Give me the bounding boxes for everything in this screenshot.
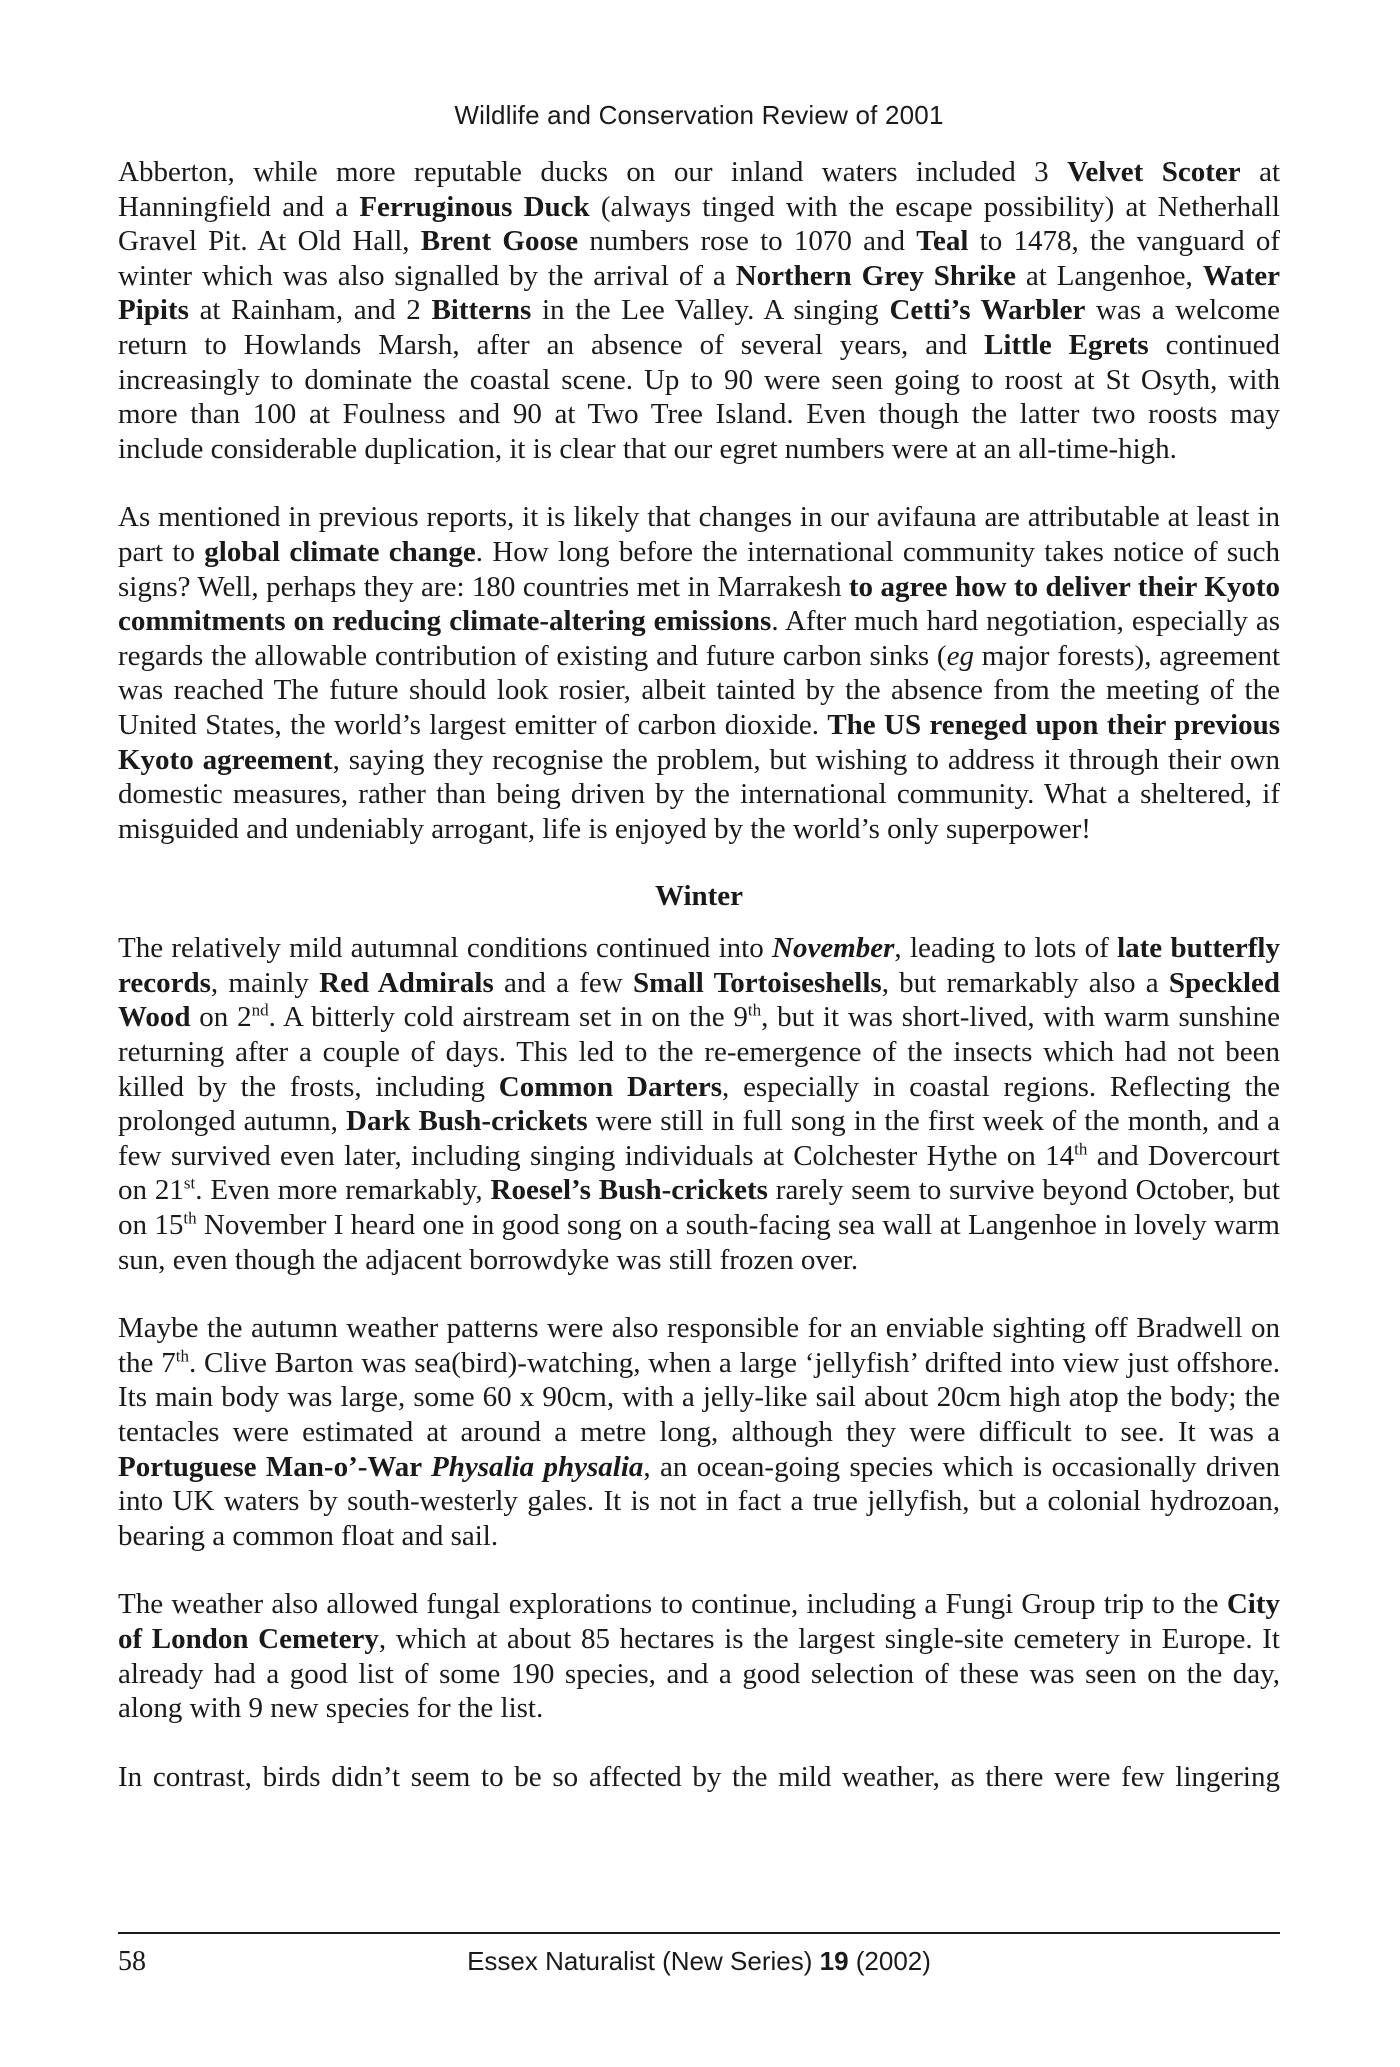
text-run: (always tinged with the escape possibility) at Netherhall Gravel Pit. At Old Hall, — [118, 190, 1280, 258]
article-body — [118, 155, 1280, 1794]
text-run: and a few — [493, 966, 633, 999]
emphasis-text: November — [772, 932, 895, 965]
emphasis-text: to agree how to deliver their Kyoto commitments on reducing climate-altering emissions — [118, 570, 1280, 638]
paragraph — [118, 500, 1280, 846]
text-run: continued increasingly to dominate the coastal scene. Up to 90 were seen going to roost at St Osyth, with more than 100 at Foulness and 90 at Two Tree Island. Even though the latter two roosts may include considerable duplication, it is clear that our egret numbers were at an all-time-high. — [118, 328, 1280, 465]
emphasis-text: Common Darters — [498, 1070, 722, 1103]
text-run: The relatively mild autumnal conditions continued into — [118, 932, 772, 965]
text-run: , an ocean-going species which is occasionally driven into UK waters by south-westerly gales. It is not in fact a true jellyfish, but a colonial hydrozoan, bearing a common float and sail. — [118, 1450, 1281, 1552]
text-run: numbers rose to 1070 and — [578, 225, 917, 258]
publication-year: (2002) — [848, 1946, 931, 1976]
emphasis-text: late butterfly records — [118, 932, 1280, 999]
text-run: November I heard one in good song on a south-facing sea wall at Langenhoe in lovely warm sun, even though the adjacent borrowdyke was still frozen over. — [118, 1209, 1280, 1276]
emphasis-text: Dark Bush-crickets — [346, 1105, 588, 1138]
ordinal-suffix: th — [747, 1000, 762, 1020]
text-run: In contrast, birds didn’t seem to be so affected by the mild weather, as there were few lingering — [118, 1760, 1280, 1793]
emphasis-text: Roesel’s Bush-crickets — [490, 1174, 768, 1207]
emphasis-text: Little Egrets — [984, 328, 1149, 361]
text-run: Maybe the autumn weather patterns were also responsible for an enviable sighting off Bradwell on the 7 — [118, 1312, 1280, 1379]
paragraph — [118, 1760, 1280, 1795]
text-run: , saying they recognise the problem, but wishing to address it through their own domestic measures, rather than being driven by the international community. What a sheltered, if misguided and undeniably arrogant, life is enjoyed by the world’s only superpower! — [118, 743, 1280, 845]
text-run: and Dovercourt on 21 — [118, 1139, 1280, 1207]
text-run: , especially in coastal regions. Reflecting the prolonged autumn, — [118, 1070, 1280, 1138]
volume-number: 19 — [819, 1946, 849, 1976]
page-number: 58 — [118, 1946, 146, 1977]
page-footer — [118, 1932, 1280, 1986]
text-run: major forests), agreement was reached The future should look rosier, albeit tainted by the absence from the meeting of the United States, the world’s largest emitter of carbon dioxide. — [118, 639, 1281, 741]
text-run: . Even more remarkably, — [195, 1174, 491, 1207]
emphasis-text: Cetti’s Warbler — [889, 294, 1086, 327]
text-run: was a welcome return to Howlands Marsh, after an absence of several years, and — [118, 294, 1280, 361]
ordinal-suffix: th — [175, 1346, 189, 1366]
emphasis-text: Bitterns — [431, 294, 532, 327]
text-run: , leading to lots of — [894, 932, 1118, 965]
journal-name: Essex Naturalist (New Series) — [467, 1946, 820, 1976]
text-run: . How long before the international community takes notice of such signs? Well, perhaps they are: 180 countries met in Marrakesh — [118, 535, 1280, 603]
page — [118, 100, 1280, 1828]
emphasis-text: Northern Grey Shrike — [735, 259, 1016, 292]
text-run: , which at about 85 hectares is the largest single-site cemetery in Europe. It already had a good list of some 190 species, and a good selection of these was seen on the day, along with 9 new species for the list. — [118, 1622, 1280, 1725]
paragraph — [118, 155, 1280, 466]
text-run: The weather also allowed fungal explorations to continue, including a Fungi Group trip to the — [118, 1588, 1227, 1621]
ordinal-suffix: nd — [251, 1000, 269, 1020]
emphasis-text: Portuguese Man-o’-War — [118, 1450, 432, 1483]
text-run: on 2 — [190, 1001, 252, 1034]
text-run: rarely seem to survive beyond October, but on 15 — [118, 1174, 1280, 1242]
text-run: , but remarkably also a — [881, 966, 1169, 999]
paragraph — [118, 1311, 1280, 1553]
section-heading: Winter — [654, 880, 744, 913]
text-run: . Clive Barton was sea(bird)-watching, when a large ‘jellyfish’ drifted into view just offshore. Its main body was large, some 60 x 90cm, with a jelly-like sail about 20cm high atop the body; the tentacles were estimated at around a metre long, although they were difficult to see. It was a — [118, 1346, 1280, 1448]
text-run: , mainly — [210, 966, 320, 999]
text-run: in the Lee Valley. A singing — [531, 294, 890, 327]
emphasis-text: Velvet Scoter — [1067, 156, 1241, 188]
emphasis-text: City of London Cemetery — [118, 1588, 1280, 1655]
text-run: . After much hard negotiation, especially as regards the allowable contribution of existing and future carbon sinks ( — [118, 605, 1280, 672]
emphasis-text: The US reneged upon their previous Kyoto agreement — [118, 708, 1281, 776]
emphasis-text: Physalia physalia — [431, 1450, 644, 1483]
paragraph — [118, 931, 1280, 1277]
paragraph — [118, 1587, 1280, 1725]
ordinal-suffix: th — [1074, 1139, 1088, 1159]
text-run: were still in full song in the first week of the month, and a few survived even later, including singing individuals at Colchester Hythe on 14 — [118, 1105, 1280, 1172]
emphasis-text: Water Pipits — [118, 259, 1280, 327]
emphasis-text: Red Admirals — [319, 966, 494, 999]
text-run: to 1478, the vanguard of winter which was also signalled by the arrival of a — [118, 225, 1281, 292]
emphasis-text: Brent Goose — [420, 225, 579, 258]
text-run: at Langenhoe, — [1015, 259, 1203, 292]
text-run: . A bitterly cold airstream set in on the 9 — [268, 1001, 748, 1034]
text-run: Abberton, while more reputable ducks on our inland waters included 3 — [118, 156, 1068, 188]
text-run: , but it was short-lived, with warm sunshine returning after a couple of days. This led to the re-emergence of the insects which had not been killed by the frosts, including — [118, 1001, 1281, 1103]
journal-citation — [118, 1946, 1280, 1977]
text-run: at Hanningfield and a — [118, 156, 1280, 223]
running-header: Wildlife and Conservation Review of 2001 — [454, 100, 944, 130]
emphasis-text: Speckled Wood — [118, 966, 1281, 1034]
text-run: at Rainham, and 2 — [188, 294, 432, 327]
emphasis-text: Small Tortoiseshells — [632, 966, 882, 999]
ordinal-suffix: st — [183, 1173, 196, 1193]
emphasis-text: global climate change — [204, 535, 476, 568]
text-run: As mentioned in previous reports, it is likely that changes in our avifauna are attributable at least in part to — [118, 501, 1280, 568]
ordinal-suffix: th — [183, 1208, 197, 1228]
italic-text: eg — [946, 639, 974, 672]
emphasis-text: Ferruginous Duck — [359, 190, 590, 223]
emphasis-text: Teal — [916, 225, 969, 258]
